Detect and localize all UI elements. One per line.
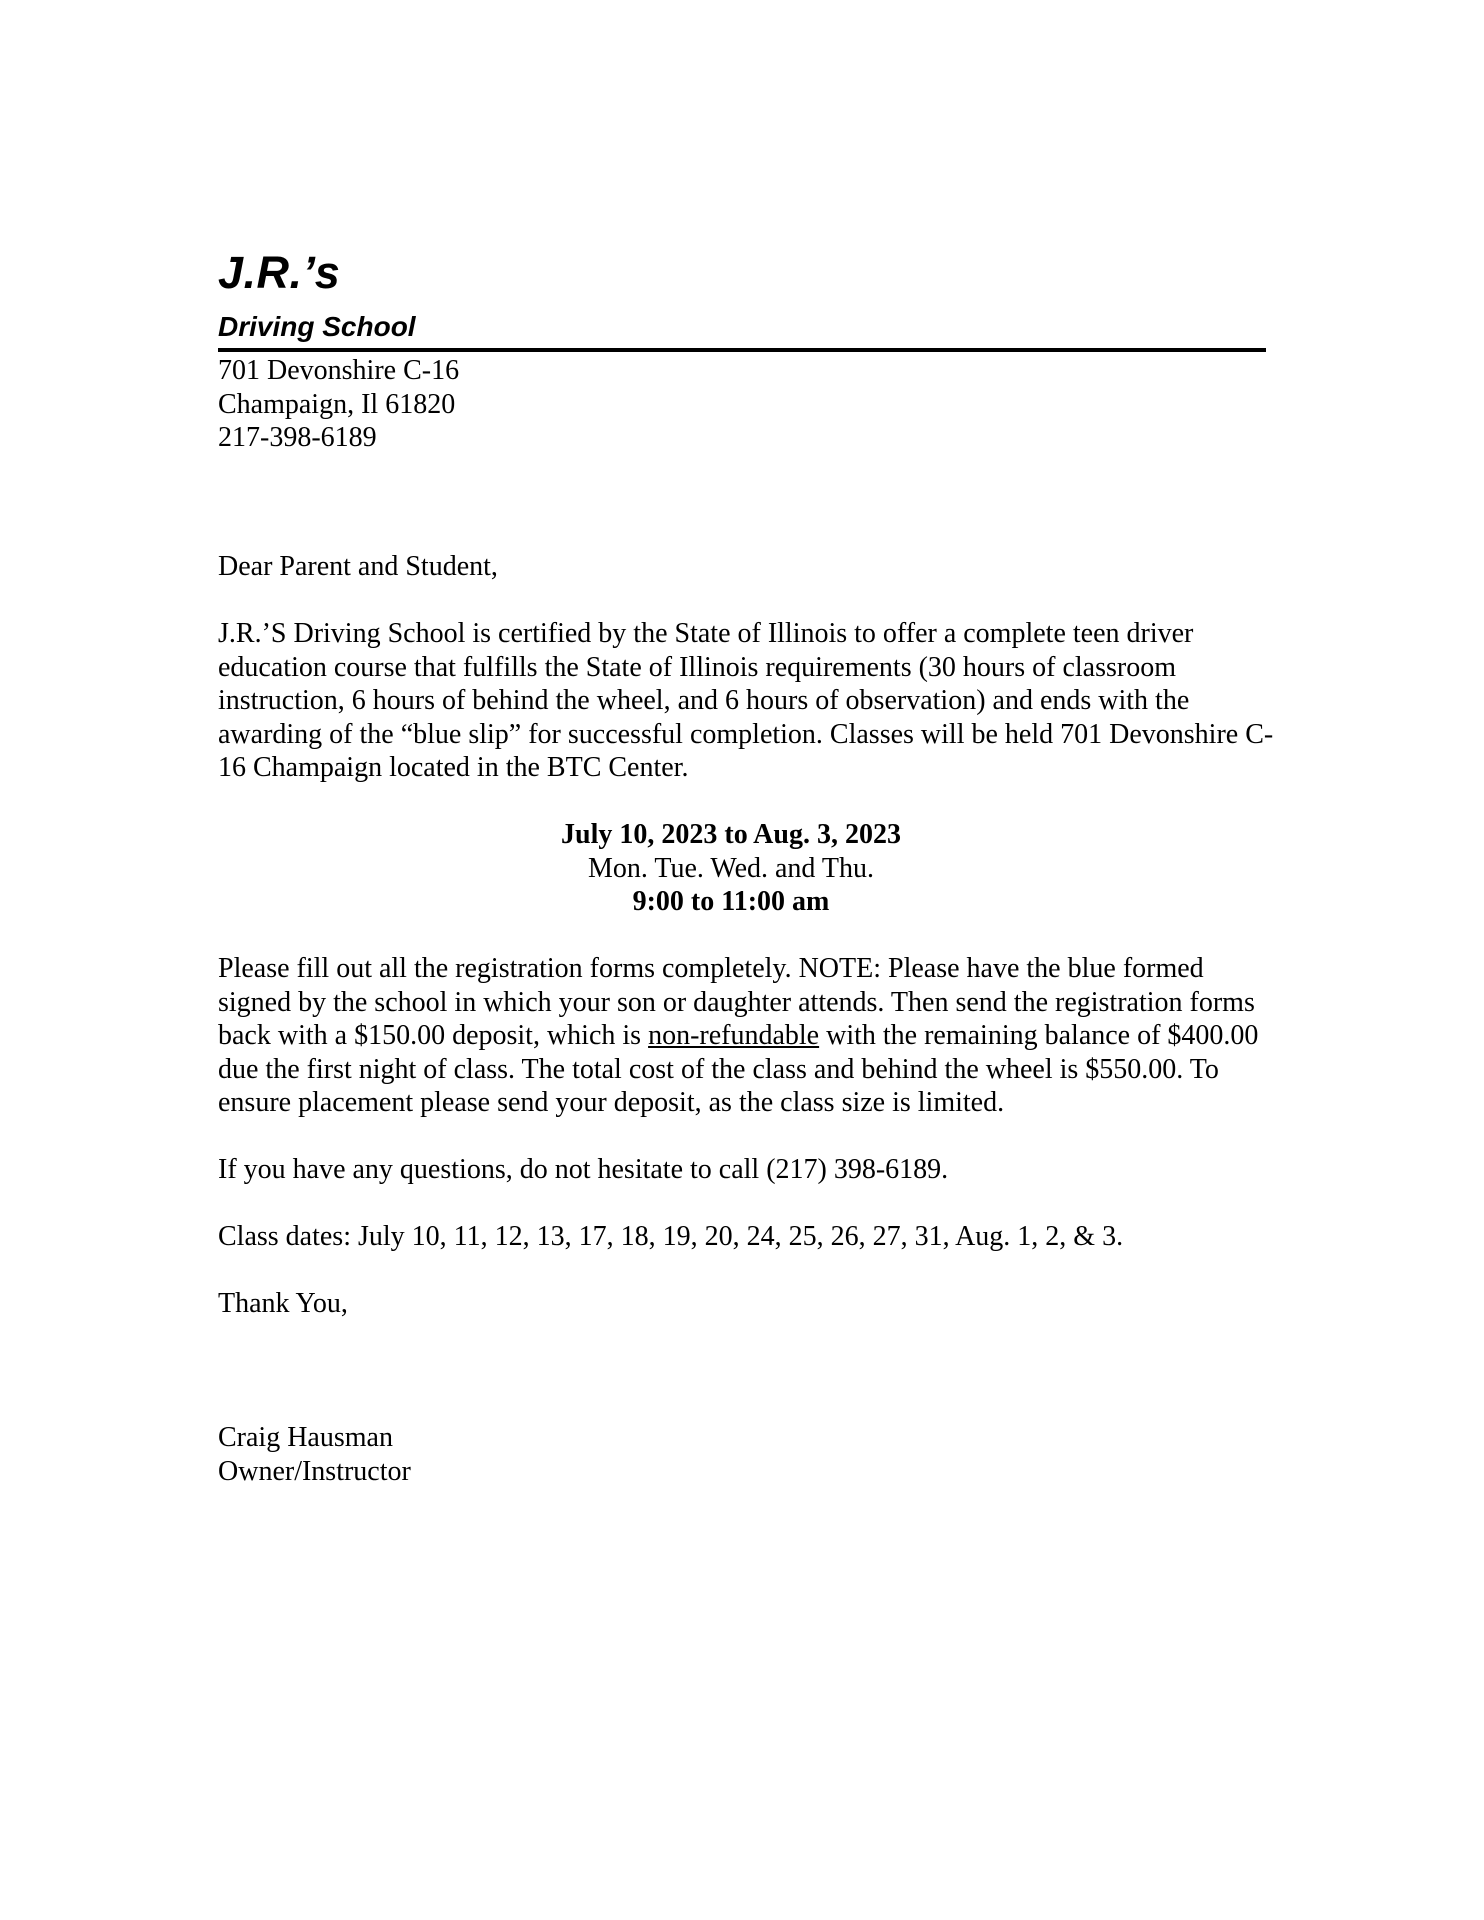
school-address <box>218 354 1266 455</box>
questions-paragraph: If you have any questions, do not hesitate to call (217) 398-6189. <box>218 1154 949 1185</box>
address-line-2: Champaign, Il 61820 <box>218 388 456 420</box>
salutation: Dear Parent and Student, <box>218 551 498 582</box>
class-schedule <box>218 818 1244 919</box>
closing: Thank You, <box>218 1288 348 1319</box>
letterhead <box>218 246 1266 455</box>
non-refundable-text: non-refundable <box>648 1020 820 1051</box>
school-phone: 217-398-6189 <box>218 422 377 453</box>
letter-body <box>218 550 1280 1488</box>
school-subtitle: Driving School <box>218 310 1266 352</box>
schedule-time: 9:00 to 11:00 am <box>632 886 830 917</box>
registration-paragraph <box>218 952 1280 1120</box>
signature-space <box>218 1354 1280 1421</box>
address-line-1: 701 Devonshire C-16 <box>218 355 460 386</box>
intro-paragraph: J.R.’S Driving School is certified by the State of Illinois to offer a complete teen driver education course that fulfills the State of Illinois requirements (30 hours of classroom instruction, 6 hours of behind the wheel, and 6 hours of observation) and ends with the awarding of the “blue slip” for successful completion. Classes will be held 701 Devonshire C-16 Champaign located in the BTC Center. <box>218 618 1274 783</box>
schedule-date-range: July 10, 2023 to Aug. 3, 2023 <box>561 819 901 850</box>
registration-text-2: with the remaining balance of $400.00 due the first night of class. The total cost of the class and behind the wheel is $550.00. To ensure placement please send your deposit, as the class size is limited. <box>218 1020 1259 1118</box>
registration-text-1: Please fill out all the registration forms completely. NOTE: Please have the blue formed signed by the school in which your son or daughter attends. Then send the registration forms back with a $150.00 deposit, which is <box>218 953 1255 1051</box>
signer-title: Owner/Instructor <box>218 1455 411 1487</box>
school-name: J.R.’s <box>218 247 341 298</box>
signer-name: Craig Hausman <box>218 1422 393 1453</box>
schedule-days: Mon. Tue. Wed. and Thu. <box>587 852 875 884</box>
class-dates: Class dates: July 10, 11, 12, 13, 17, 18, 19, 20, 24, 25, 26, 27, 31, Aug. 1, 2, & 3. <box>218 1221 1124 1252</box>
